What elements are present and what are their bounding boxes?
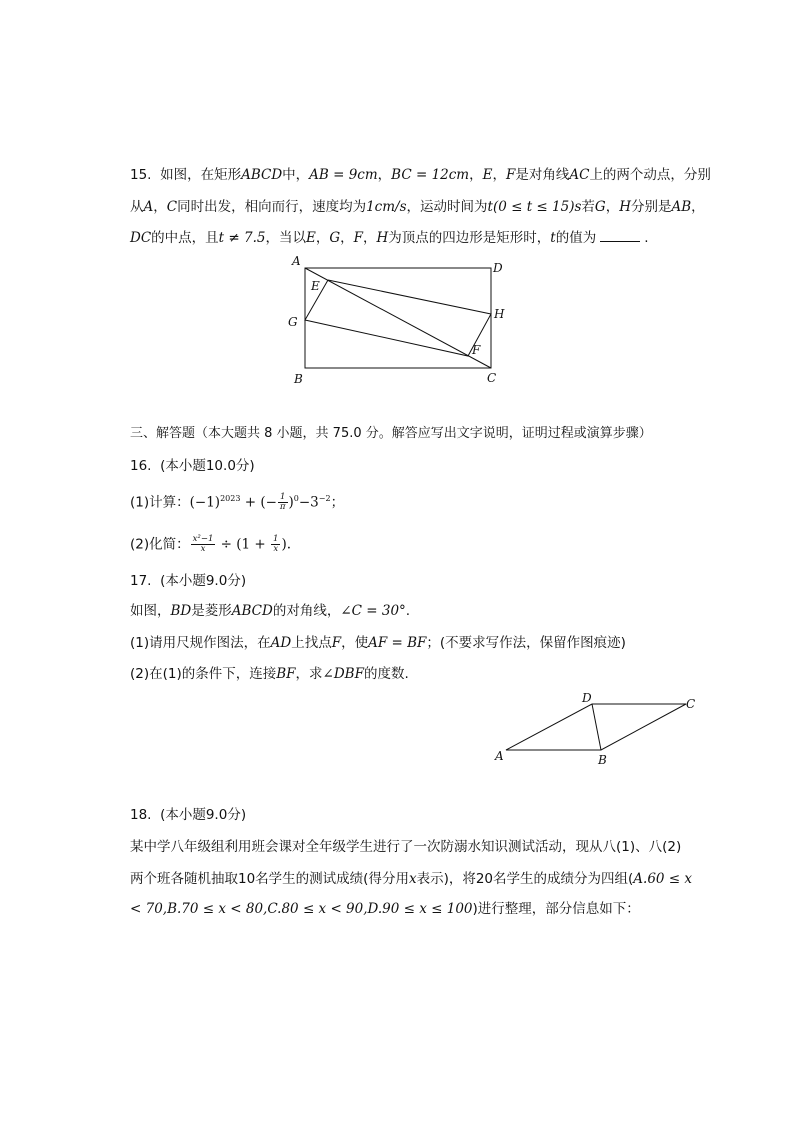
math: ÷ (1 + — [216, 536, 271, 553]
q16-header — [130, 457, 255, 475]
math: ABCD — [231, 603, 273, 619]
denominator: x — [200, 544, 206, 554]
math: E — [305, 230, 316, 246]
text: 同时出发，相向而行，速度均为 — [177, 199, 367, 215]
numerator: x²−1 — [192, 534, 214, 544]
text: 的中点，且 — [151, 230, 219, 246]
math: AC — [569, 167, 590, 183]
text: 为顶点的四边形是矩形时， — [388, 230, 551, 246]
text: ；(不要求写作法，保留作图痕迹) — [426, 635, 626, 651]
q17-line-3 — [130, 665, 409, 683]
math: BC = 12cm — [391, 167, 470, 183]
math: AB = 9cm — [309, 167, 378, 183]
math: DC — [130, 230, 152, 246]
text: 表示)，将20名学生的成绩分为四组( — [416, 871, 634, 887]
q16-part1 — [130, 490, 344, 512]
text: ，使 — [341, 635, 369, 651]
math: G — [594, 199, 606, 215]
denominator: π — [279, 502, 286, 512]
text: ， — [377, 167, 392, 183]
q15-rectangle-figure — [280, 252, 520, 392]
math: t(0 ≤ t ≤ 15)s — [487, 199, 582, 215]
q18-line-2 — [130, 870, 692, 888]
fraction — [271, 535, 280, 554]
text: . — [644, 230, 649, 246]
q17-header — [130, 572, 246, 590]
text: 上的两个动点，分别 — [589, 167, 711, 183]
label-e: E — [311, 279, 320, 293]
diagonal-ac — [305, 268, 491, 368]
text: ， — [340, 230, 354, 246]
math: H — [619, 199, 631, 215]
text: ； — [330, 494, 345, 511]
label-a: A — [292, 254, 301, 268]
label-d: D — [493, 261, 503, 275]
q15-line-2 — [130, 198, 705, 216]
text: 是菱形 — [191, 603, 232, 619]
math: −3 — [298, 494, 319, 511]
text: (2)化简： — [130, 536, 190, 553]
text: ， — [492, 167, 506, 183]
q17-rhombus-figure — [488, 688, 708, 770]
text: 如图， — [130, 603, 171, 619]
q18-number: 18. — [130, 807, 152, 823]
text: (1)计算： — [130, 494, 190, 511]
q16-number: 16. — [130, 458, 152, 474]
math: ). — [281, 536, 291, 553]
text: . — [405, 603, 411, 619]
math: 0 — [293, 494, 299, 503]
math: t — [550, 230, 556, 246]
text: 若 — [581, 199, 595, 215]
numerator: 1 — [278, 493, 288, 503]
math: 2023 — [220, 494, 241, 503]
text: ， — [469, 167, 483, 183]
text: (1)请用尺规作图法，在 — [130, 635, 271, 651]
q15-number: 15. — [130, 167, 152, 183]
q16-score: (本小题10.0分) — [160, 458, 255, 474]
fraction — [191, 535, 216, 554]
math: E — [482, 167, 493, 183]
math: ) — [288, 494, 294, 511]
q17-line-1 — [130, 602, 410, 620]
math: < 70,B.70 ≤ x < 80,C.80 ≤ x < 90,D.90 ≤ x ≤ 100 — [130, 901, 473, 917]
q18-score: (本小题9.0分) — [160, 807, 247, 823]
label-a: A — [495, 749, 504, 763]
math: t ≠ 7.5 — [218, 230, 266, 246]
text: ，当以 — [265, 230, 306, 246]
text: ， — [605, 199, 620, 215]
math: ABCD — [241, 167, 283, 183]
math: F — [353, 230, 363, 246]
math: 1cm/s — [366, 199, 407, 215]
text: ，求 — [295, 666, 323, 682]
label-g: G — [288, 315, 298, 329]
text: (2)在(1)的条件下，连接 — [130, 666, 277, 682]
text: 从 — [130, 199, 144, 215]
math: x — [408, 871, 417, 887]
text: 的对角线， — [272, 603, 341, 619]
text: 的度数. — [363, 666, 409, 682]
text: 上找点 — [291, 635, 332, 651]
q17-line-2 — [130, 634, 626, 652]
label-d: D — [582, 691, 592, 705]
q17-number: 17. — [130, 573, 152, 589]
text: )进行整理，部分信息如下： — [472, 901, 640, 917]
math: AB — [671, 199, 692, 215]
diagonal-bd — [592, 704, 601, 750]
text: ， — [153, 199, 167, 215]
q18-line-1: 某中学八年级组利用班会课对全年级学生进行了一次防溺水知识测试活动，现从八(1)、八(2) — [130, 839, 682, 855]
section-title: 三、解答题（本大题共 8 小题，共 75.0 分。解答应写出文字说明，证明过程或演算步骤） — [130, 426, 652, 441]
text: ， — [362, 230, 377, 246]
math: G — [329, 230, 341, 246]
math: H — [376, 230, 389, 246]
label-b: B — [294, 372, 303, 386]
text: 两个班各随机抽取10名学生的测试成绩(得分用 — [130, 871, 409, 887]
q15-line-3 — [130, 229, 649, 247]
math: A — [143, 199, 154, 215]
label-c: C — [487, 371, 497, 385]
text: 中， — [282, 167, 310, 183]
q17-score: (本小题9.0分) — [160, 573, 247, 589]
math: AF = BF — [368, 635, 427, 651]
label-h: H — [494, 307, 505, 321]
q16-part2 — [130, 535, 291, 554]
q18-line-3 — [130, 900, 640, 918]
text: ， — [691, 199, 705, 215]
denominator: x — [273, 544, 279, 554]
label-b: B — [598, 753, 607, 767]
label-c: C — [686, 697, 696, 711]
math: F — [331, 635, 342, 651]
math: ∠C = 30° — [340, 603, 406, 619]
answer-blank[interactable] — [600, 229, 640, 242]
text: 如图，在矩形 — [160, 167, 242, 183]
text: ，运动时间为 — [406, 199, 488, 215]
math: C — [166, 199, 178, 215]
text: 的值为 — [555, 230, 597, 246]
math: ∠DBF — [322, 666, 364, 682]
q15-line-1 — [130, 166, 711, 184]
math: −2 — [318, 494, 331, 503]
math: A.60 ≤ x — [633, 871, 693, 887]
numerator: 1 — [273, 534, 279, 544]
label-f: F — [472, 343, 481, 357]
math: F — [505, 167, 516, 183]
fraction — [278, 493, 288, 512]
text: ， — [315, 230, 330, 246]
math: BD — [170, 603, 192, 619]
math: AD — [270, 635, 292, 651]
math: (−1) — [189, 494, 221, 511]
q18-header — [130, 806, 246, 824]
text: 分别是 — [630, 199, 672, 215]
text: 是对角线 — [515, 167, 570, 183]
math: + (− — [240, 494, 277, 511]
math: BF — [276, 666, 296, 682]
